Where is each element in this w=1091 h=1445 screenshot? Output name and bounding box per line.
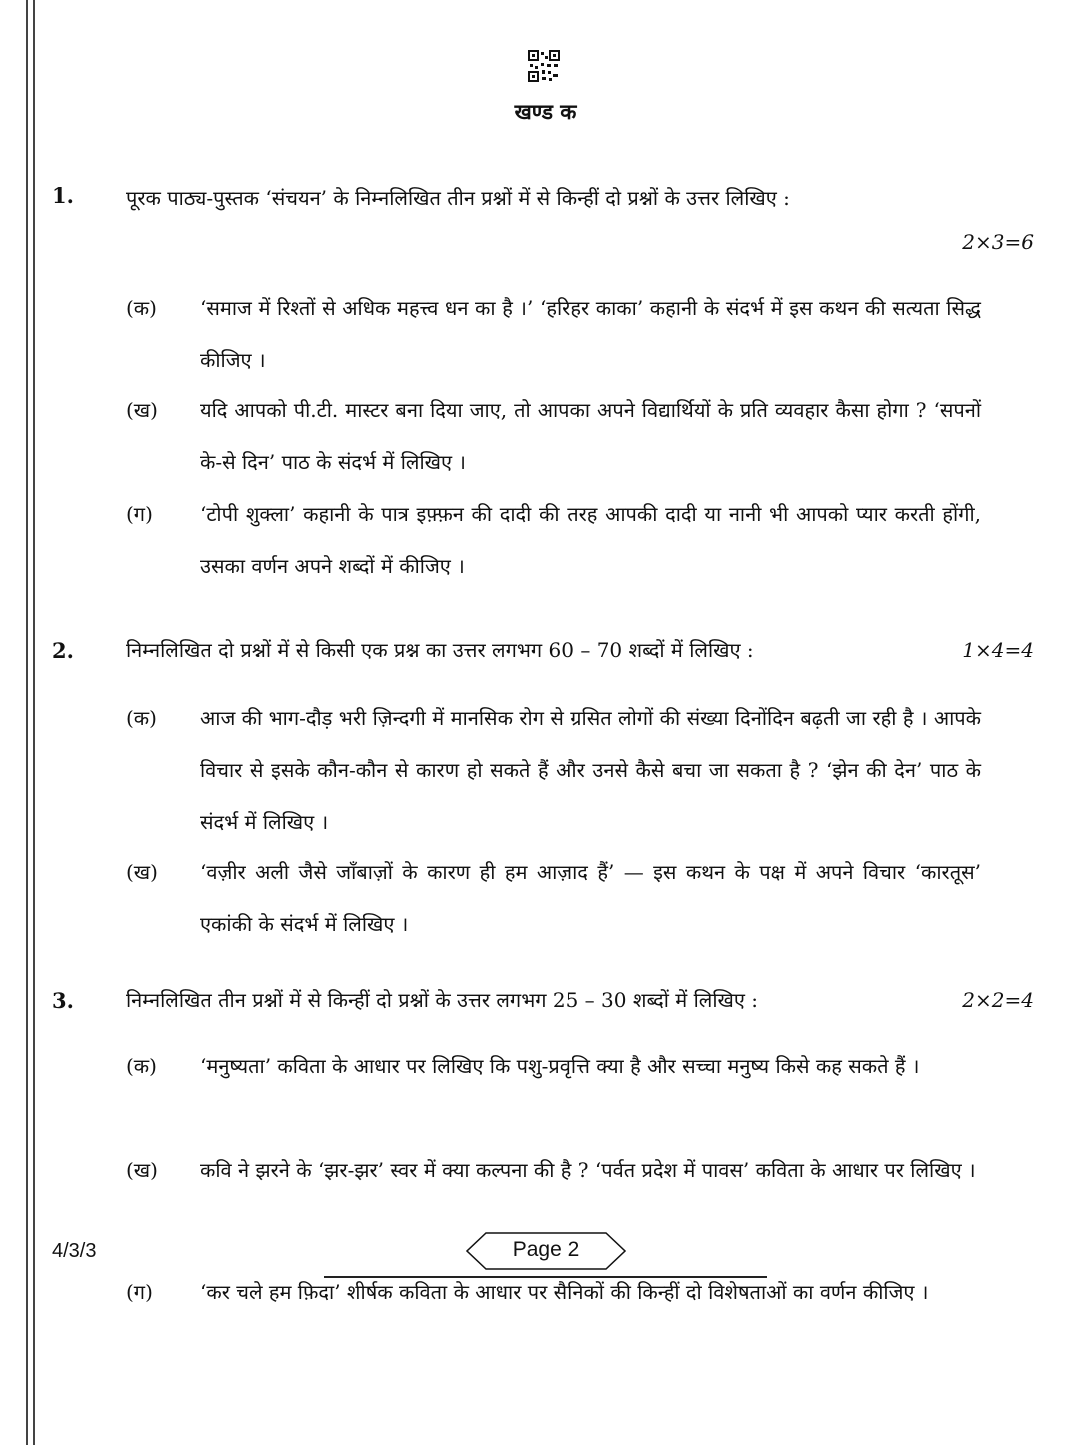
sub-question-label: (ग) (126, 502, 153, 526)
page-label: Page 2 (512, 1238, 580, 1261)
footer-rule (324, 1276, 767, 1278)
question-marks: 2×2=4 (962, 988, 1034, 1012)
question-marks: 1×4=4 (962, 638, 1034, 662)
sub-question (126, 384, 981, 488)
question-text: निम्नलिखित दो प्रश्नों में से किसी एक प्रश्न का उत्तर लगभग 60 – 70 शब्दों में लिखिए : (126, 638, 754, 662)
section-title: खण्ड क (514, 99, 577, 124)
question-number: 2. (52, 638, 74, 663)
left-margin-rule-2 (33, 0, 35, 1445)
sub-question-label: (क) (126, 1054, 157, 1078)
question-text: पूरक पाठ्य-पुस्तक ‘संचयन’ के निम्नलिखित तीन प्रश्नों में से किन्हीं दो प्रश्नों के उत्तर लिखिए : (126, 186, 790, 210)
sub-question-label: (क) (126, 296, 157, 320)
sub-question-label: (ख) (126, 860, 158, 884)
question-marks: 2×3=6 (962, 230, 1034, 254)
sub-question (126, 846, 981, 950)
sub-question-text: ‘मनुष्यता’ कविता के आधार पर लिखिए कि पशु-प्रवृत्ति क्या है और सच्चा मनुष्य किसे कह सकते हैं । (200, 1054, 920, 1078)
paper-code: 4/3/3 (52, 1240, 97, 1262)
sub-question-label: (क) (126, 706, 157, 730)
sub-question (126, 1040, 981, 1092)
question-text: निम्नलिखित तीन प्रश्नों में से किन्हीं दो प्रश्नों के उत्तर लगभग 25 – 30 शब्दों में लिखिए : (126, 988, 759, 1012)
question-number: 3. (52, 988, 74, 1013)
sub-question (126, 282, 981, 386)
sub-question-text: ‘समाज में रिश्तों से अधिक महत्त्व धन का है ।’ ‘हरिहर काका’ कहानी के संदर्भ में इस कथन की सत्यता सिद्ध कीजिए । (200, 296, 981, 372)
sub-question-text: ‘वज़ीर अली जैसे जाँबाज़ों के कारण ही हम आज़ाद हैं’ — इस कथन के पक्ष में अपने विचार ‘कारतूस’ एकांकी के संदर्भ में लिखिए । (200, 860, 981, 936)
sub-question-label: (ग) (126, 1280, 153, 1304)
sub-question-text: ‘टोपी शुक्ला’ कहानी के पात्र इफ़्फ़न की दादी की तरह आपकी दादी या नानी भी आपको प्यार करती होंगी, उसका वर्णन अपने शब्दों में कीजिए । (200, 502, 981, 578)
sub-question-label: (ख) (126, 398, 158, 422)
sub-question-text: कवि ने झरने के ‘झर-झर’ स्वर में क्या कल्पना की है ? ‘पर्वत प्रदेश में पावस’ कविता के आधार पर लिखिए । (200, 1158, 976, 1182)
sub-question-text: यदि आपको पी.टी. मास्टर बना दिया जाए, तो आपका अपने विद्यार्थियों के प्रति व्यवहार कैसा होगा ? ‘सपनों के-से दिन’ पाठ के संदर्भ में लिखिए । (200, 398, 981, 474)
qr-code-icon (528, 50, 560, 82)
left-margin-rule-1 (26, 0, 28, 1445)
sub-question (126, 692, 981, 848)
sub-question (126, 488, 981, 592)
sub-question-text: आज की भाग-दौड़ भरी ज़िन्दगी में मानसिक रोग से ग्रसित लोगों की संख्या दिनोंदिन बढ़ती जा रही है । आपके विचार से इसके कौन-कौन से कारण हो सकते हैं और उनसे कैसे बचा जा सकता है ? ‘झेन की देन’ पाठ के संदर्भ में लिखिए । (200, 706, 981, 834)
sub-question-label: (ख) (126, 1158, 158, 1182)
sub-question-text: ‘कर चले हम फ़िदा’ शीर्षक कविता के आधार पर सैनिकों की किन्हीं दो विशेषताओं का वर्णन कीजिए । (200, 1280, 929, 1304)
question-number: 1. (52, 183, 74, 208)
